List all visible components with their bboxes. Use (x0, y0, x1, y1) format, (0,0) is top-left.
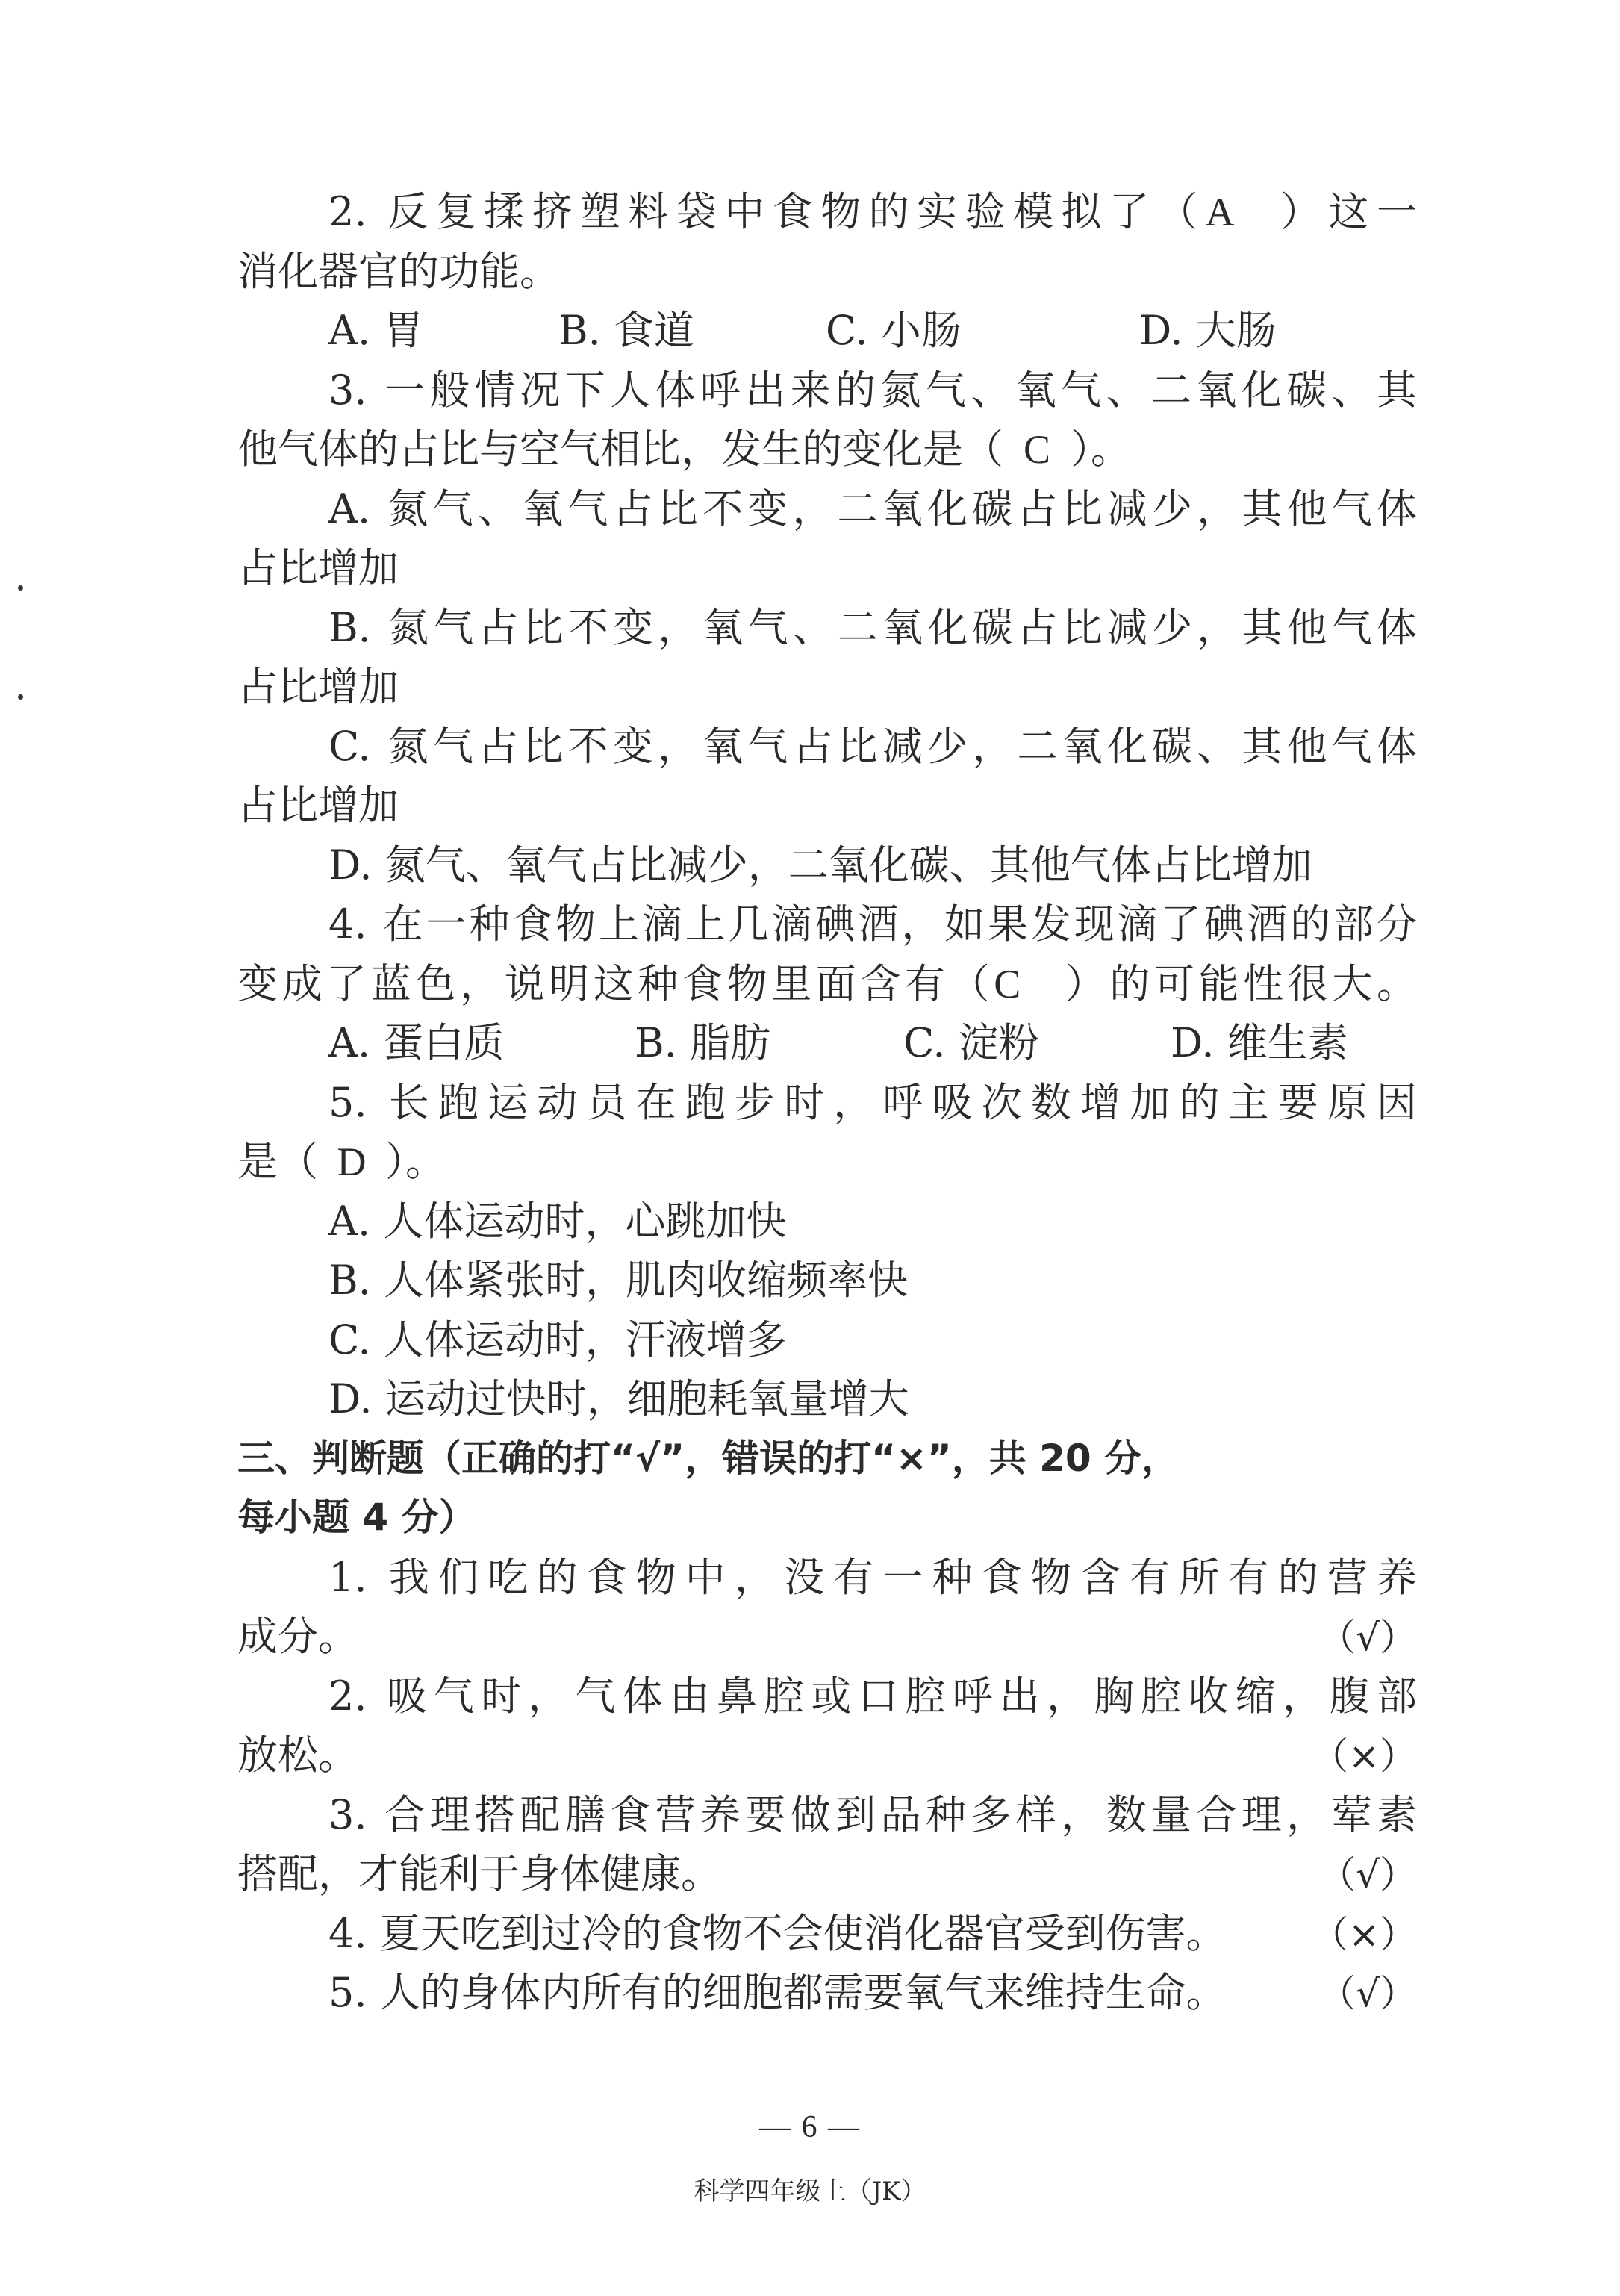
q3-option-c-line2: 占比增加 (237, 782, 399, 829)
tf-item3-mark: （√） (1318, 1853, 1417, 1897)
q2-option-c: C. 小肠 (826, 307, 962, 354)
q4-answer: C (994, 961, 1021, 1007)
tf-item2-line1: 2. 吸气时，气体由鼻腔或口腔呼出，胸腔收缩，腹部 (328, 1672, 1417, 1720)
q4-option-c: C. 淀粉 (903, 1019, 1039, 1066)
q5-option-b: B. 人体紧张时，肌肉收缩频率快 (328, 1257, 909, 1304)
q5-option-c: C. 人体运动时，汗液增多 (328, 1316, 787, 1363)
tf-item1-mark: （√） (1318, 1616, 1417, 1659)
q4-stem-line2: 变成了蓝色，说明这种食物里面含有（C ）的可能性很大。 (237, 954, 1417, 1014)
tf-item4-text: 4. 夏天吃到过冷的食物不会使消化器官受到伤害。 (328, 1909, 1227, 1957)
tf-item3-line2 (237, 1844, 1417, 1904)
tf-item5-mark: （√） (1318, 1972, 1417, 2015)
q3-option-d: D. 氮气、氧气占比减少，二氧化碳、其他气体占比增加 (328, 841, 1312, 889)
q3-answer: C (1023, 427, 1051, 472)
q4-option-b: B. 脂肪 (635, 1019, 771, 1066)
tf-item2-text: 放松。 (237, 1732, 358, 1779)
q3-stem-line1: 3. 一般情况下人体呼出来的氮气、氧气、二氧化碳、其 (328, 366, 1417, 414)
q3-option-a-line1: A. 氮气、氧气占比不变，二氧化碳占比减少，其他气体 (328, 485, 1417, 532)
tf-item5-text: 5. 人的身体内所有的细胞都需要氧气来维持生命。 (328, 1969, 1227, 2016)
q5-answer: D (337, 1139, 367, 1184)
margin-dot (18, 585, 23, 591)
q4-stem-line1: 4. 在一种食物上滴上几滴碘酒，如果发现滴了碘酒的部分 (328, 900, 1417, 948)
section3-heading-line2: 每小题 4 分） (237, 1496, 476, 1539)
q3-stem-line2: 他气体的占比与空气相比，发生的变化是（ C ）。 (237, 420, 1417, 479)
tf-item1-text: 成分。 (237, 1613, 358, 1660)
q5-option-d: D. 运动过快时，细胞耗氧量增大 (328, 1375, 909, 1422)
tf-item3-text: 搭配，才能利于身体健康。 (237, 1850, 721, 1897)
tf-item1-line2 (237, 1607, 1417, 1667)
page-content (237, 182, 1417, 2023)
tf-item2-line2 (237, 1726, 1417, 1785)
q5-option-a: A. 人体运动时，心跳加快 (328, 1197, 787, 1245)
margin-dot (18, 694, 23, 700)
q2-option-a: A. 胃 (328, 307, 424, 354)
page-number: — 6 — (759, 2110, 861, 2144)
tf-item4 (237, 1904, 1417, 1964)
book-title: 科学四年级上（JK） (694, 2177, 926, 2206)
section3-heading-line1: 三、判断题（正确的打“√”，错误的打“×”，共 20 分， (237, 1436, 1180, 1480)
q5-stem-line1: 5. 长跑运动员在跑步时，呼吸次数增加的主要原因 (328, 1078, 1417, 1126)
tf-item5 (237, 1963, 1417, 2023)
q3-option-c-line1: C. 氮气占比不变，氧气占比减少，二氧化碳、其他气体 (328, 722, 1417, 770)
q2-option-d: D. 大肠 (1139, 307, 1277, 354)
q2-stem-line2: 消化器官的功能。 (237, 247, 560, 295)
q3-option-a-line2: 占比增加 (237, 544, 399, 591)
tf-item3-line1: 3. 合理搭配膳食营养要做到品种多样，数量合理，荤素 (328, 1791, 1417, 1838)
q2-stem-line1: 2. 反复揉挤塑料袋中食物的实验模拟了（A ）这一 (237, 182, 1417, 242)
q3-option-b-line2: 占比增加 (237, 663, 399, 710)
q3-option-b-line1: B. 氮气占比不变，氧气、二氧化碳占比减少，其他气体 (328, 603, 1417, 651)
tf-item4-mark: （×） (1311, 1912, 1417, 1956)
q2-options (237, 301, 1417, 361)
q4-options (237, 1013, 1417, 1073)
q2-option-b: B. 食道 (558, 307, 695, 354)
q4-option-a: A. 蛋白质 (328, 1019, 505, 1066)
q2-answer: A (1205, 190, 1235, 234)
q4-option-d: D. 维生素 (1171, 1019, 1348, 1066)
tf-item1-line1: 1. 我们吃的食物中，没有一种食物含有所有的营养 (328, 1553, 1417, 1601)
tf-item2-mark: （×） (1311, 1735, 1417, 1778)
q5-stem-line2: 是（ D ）。 (237, 1132, 1417, 1192)
